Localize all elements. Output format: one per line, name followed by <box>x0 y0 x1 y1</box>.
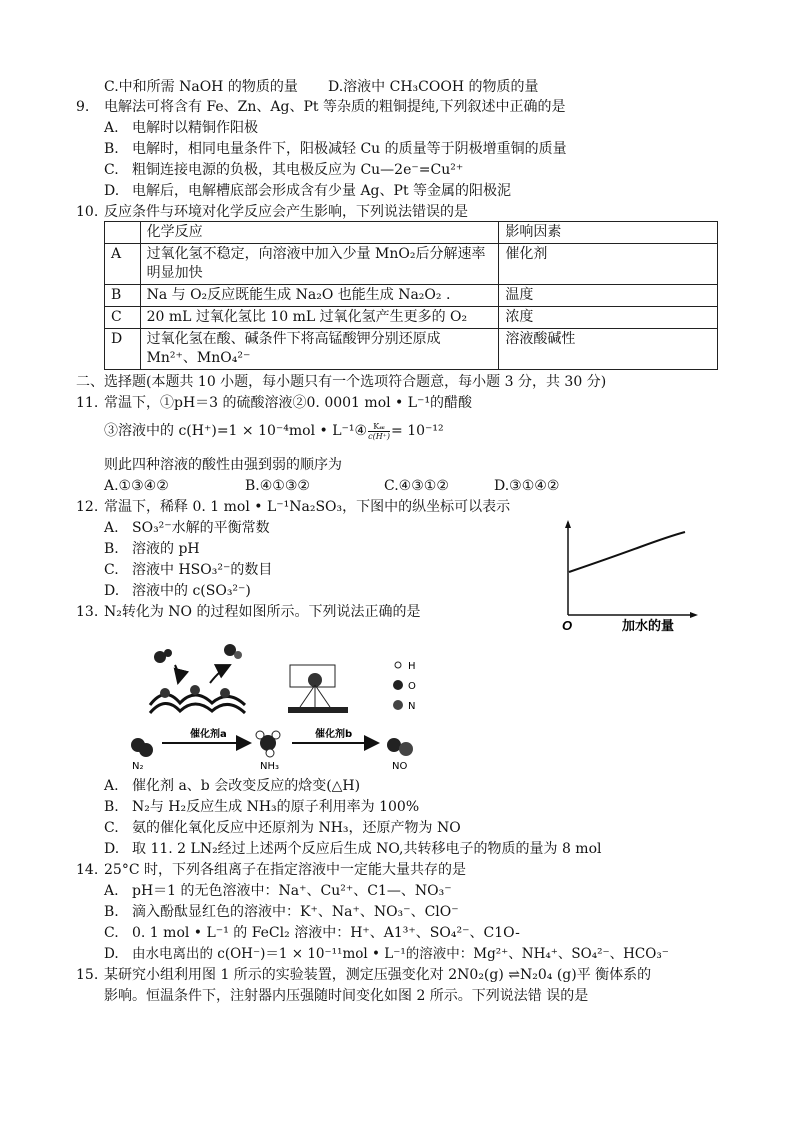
q13-option-d: D. 取 11. 2 LN₂经过上述两个反应后生成 NO,共转移电子的物质的量为 8 mol <box>104 841 602 857</box>
table-cell: 温度 <box>499 285 718 307</box>
table-row <box>105 285 718 307</box>
table-cell: Na 与 O₂反应既能生成 Na₂O 也能生成 Na₂O₂ . <box>140 285 499 307</box>
catalyst-b-group <box>288 665 348 713</box>
table-cell: 20 mL 过氧化氢比 10 mL 过氧化氢产生更多的 O₂ <box>140 307 499 329</box>
q12-option-a: A. SO₃²⁻水解的平衡常数 <box>104 520 270 536</box>
q14-option-d: D. 由水电离出的 c(OH⁻)＝1 × 10⁻¹¹mol • L⁻¹的溶液中：Mg²⁺、NH₄⁺、SO₄²⁻、HCO₃⁻ <box>104 946 669 962</box>
q13-option-b: B. N₂与 H₂反应生成 NH₃的原子利用率为 100% <box>104 799 420 815</box>
q9-option-d: D. 电解后，电解槽底部会形成含有少量 Ag、Pt 等金属的阳极泥 <box>104 183 512 199</box>
q10-stem: 10. 反应条件与环境对化学反应会产生影响，下列说法错误的是 <box>76 204 468 220</box>
q11-option-d: D.③①④② <box>494 478 560 494</box>
q15-stem: 15. 某研究小组利用图 1 所示的实验装置，测定压强变化对 2N0₂(g) ⇌N₂0₄ (g)平 衡体系的 <box>76 967 652 983</box>
table-cell: 过氧化氢在酸、碱条件下将高锰酸钾分别还原成 Mn²⁺、MnO₄²⁻ <box>140 329 499 370</box>
table-cell: 溶液酸碱性 <box>499 329 718 370</box>
curve <box>569 532 685 572</box>
table-header-cell: 影响因素 <box>499 222 718 244</box>
q10-table <box>104 221 718 370</box>
no-n-atom-icon <box>387 738 401 752</box>
legend-label: H <box>408 661 416 672</box>
y-axis-arrow-icon <box>565 520 571 528</box>
no-o-atom-icon <box>399 742 413 756</box>
nh3-h-atom-icon <box>272 731 280 739</box>
table-row <box>105 307 718 329</box>
nh3-label: NH₃ <box>260 761 280 772</box>
x-axis-label: 加水的量 <box>622 619 675 634</box>
table-cell: A <box>105 244 141 285</box>
n-legend-icon <box>393 700 403 710</box>
table-cell: D <box>105 329 141 370</box>
q9-stem: 9. 电解法可将含有 Fe、Zn、Ag、Pt 等杂质的粗铜提纯,下列叙述中正确的是 <box>76 99 566 115</box>
table-cell: B <box>105 285 141 307</box>
table-header-row <box>105 222 718 244</box>
section-heading: 二、选择题(本题共 10 小题，每小题只有一个选项符合题意，每小题 3 分，共 30 分) <box>76 374 607 390</box>
q11-option-a: A.①③④② <box>104 478 169 494</box>
q12-graph <box>560 520 700 635</box>
q14-option-a: A. pH＝1 的无色溶液中：Na⁺、Cu²⁺、C1—、NO₃⁻ <box>104 883 452 899</box>
q14-option-c: C. 0. 1 mol • L⁻¹ 的 FeCl₂ 溶液中：H⁺、A1³⁺、SO₄²⁻、C1O- <box>104 925 520 941</box>
q13-option-c: C. 氨的催化氧化反应中还原剂为 NH₃，还原产物为 NO <box>104 820 461 836</box>
q12-option-c: C. 溶液中 HSO₃²⁻的数目 <box>104 562 273 578</box>
q8-option-c: C.中和所需 NaOH 的物质的量 <box>104 79 298 95</box>
table-row <box>105 244 718 285</box>
x-axis-arrow-icon <box>690 612 698 618</box>
catalyst-a-label: 催化剂a <box>190 729 227 740</box>
q12-stem: 12. 常温下，稀释 0. 1 mol • L⁻¹Na₂SO₃，下图中的纵坐标可以表示 <box>76 499 511 515</box>
nh3-h-atom-icon <box>266 749 274 757</box>
no-label: NO <box>392 761 408 772</box>
q15-stem-line2: 影响。恒温条件下，注射器内压强随时间变化如图 2 所示。下列说法错 误的是 <box>104 988 589 1004</box>
n2-label: N₂ <box>132 761 144 772</box>
q9-option-a: A. 电解时以精铜作阳极 <box>104 120 258 136</box>
kw-fraction: $\frac{\text{K𝓌}}{c(H^+)}$ <box>368 421 391 441</box>
legend-label: O <box>408 681 416 692</box>
o-legend-icon <box>393 680 403 690</box>
table-cell: 浓度 <box>499 307 718 329</box>
q13-figure <box>120 635 440 775</box>
nh3-h-atom-icon <box>256 731 264 739</box>
q8-option-d: D.溶液中 CH₃COOH 的物质的量 <box>328 79 539 95</box>
origin-label: O <box>562 618 573 633</box>
legend-label: N <box>408 701 416 712</box>
q12-option-b: B. 溶液的 pH <box>104 541 200 557</box>
table-cell: C <box>105 307 141 329</box>
table-header-cell: 化学反应 <box>140 222 499 244</box>
q11-option-b: B.④①③② <box>245 478 310 494</box>
n2-atom-icon <box>139 743 153 757</box>
q14-option-b: B. 滴入酚酞显红色的溶液中：K⁺、Na⁺、NO₃⁻、ClO⁻ <box>104 904 459 920</box>
q9-option-b: B. 电解时，相同电量条件下，阳极减轻 Cu 的质量等于阴极增重铜的质量 <box>104 141 567 157</box>
q11-line3: 则此四种溶液的酸性由强到弱的顺序为 <box>104 457 342 473</box>
table-cell: 催化剂 <box>499 244 718 285</box>
table-cell: 过氧化氢不稳定，向溶液中加入少量 MnO₂后分解速率明显加快 <box>140 244 499 285</box>
q9-option-c: C. 粗铜连接电源的负极，其电极反应为 Cu—2e⁻=Cu²⁺ <box>104 162 464 178</box>
q11-stem: 11. 常温下，①pH＝3 的硫酸溶液②0. 0001 mol • L⁻¹的醋酸 <box>76 395 473 411</box>
table-row <box>105 329 718 370</box>
q14-stem: 14. 25°C 时，下列各组离子在指定溶液中一定能大量共存的是 <box>76 862 466 878</box>
table-header-cell <box>105 222 141 244</box>
catalyst-a-group <box>150 644 245 713</box>
q12-option-d: D. 溶液中的 c(SO₃²⁻) <box>104 583 251 599</box>
catalyst-b-label: 催化剂b <box>315 729 353 740</box>
h-legend-icon <box>395 662 401 668</box>
q11-option-c: C.④③①② <box>384 478 449 494</box>
q11-line2: ③溶液中的 c(H⁺)=1 × 10⁻⁴mol • L⁻¹④ $\frac{\text{K𝓌}}{c(H^+)}$ = 10⁻¹² <box>104 421 444 441</box>
q13-option-a: A. 催化剂 a、b 会改变反应的焓变(△H) <box>104 778 361 794</box>
q13-stem: 13. N₂转化为 NO 的过程如图所示。下列说法正确的是 <box>76 604 421 620</box>
